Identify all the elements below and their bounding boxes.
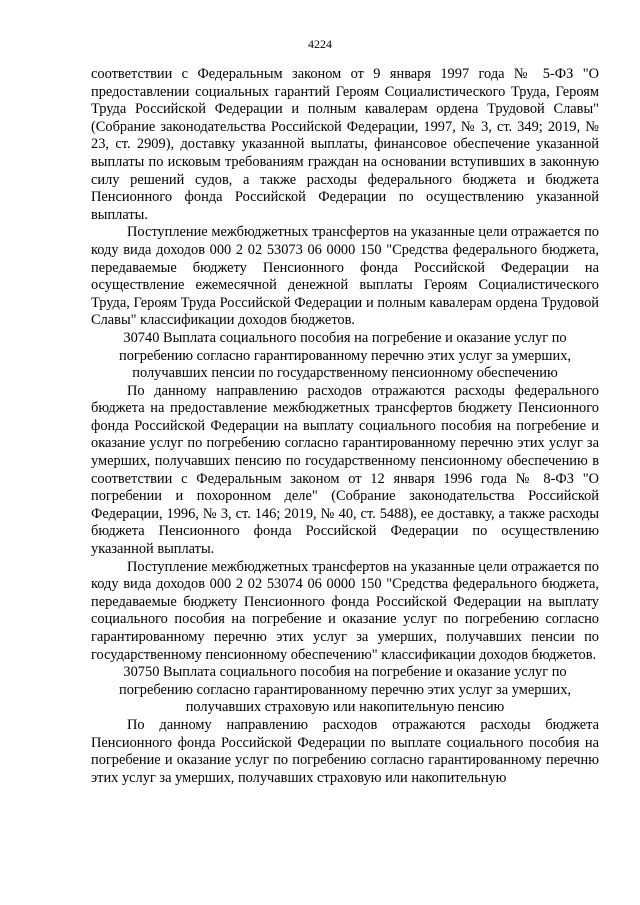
paragraph-transfers-53074: Поступление межбюджетных трансфертов на указанные цели отражается по коду вида доходов 000 2 02 53074 06 0000 150 "Средства федерального бюджета, передаваемые бюджету Пенсионного фонда Российской Федерации на выплату социального пособия на погребение и оказание услуг по погребению согласно гарантированному перечню этих услуг за умерших, получавших пенсии по государственному пенсионному обеспечению" классификации доходов бюджетов. bbox=[91, 558, 599, 663]
section-heading-30740: 30740 Выплата социального пособия на погребение и оказание услуг по погребению согласно гарантированному перечню этих услуг за умерших, получавших пенсии по государственному пенсионному обеспечению bbox=[119, 329, 571, 382]
document-body bbox=[91, 66, 599, 787]
paragraph-transfers-53073: Поступление межбюджетных трансфертов на указанные цели отражается по коду вида доходов 000 2 02 53073 06 0000 150 "Средства федерального бюджета, передаваемые бюджету Пенсионного фонда Российской Федерации на осуществление ежемесячной денежной выплаты Героям Социалистического Труда, Героям Труда Российской Федерации и полным кавалерам ордена Трудовой Славы" классификации доходов бюджетов. bbox=[91, 224, 599, 329]
paragraph-30750-description: По данному направлению расходов отражаются расходы бюджета Пенсионного фонда Российской Федерации по выплате социального пособия на погребение и оказание услуг по погребению согласно гарантированному перечню этих услуг за умерших, получавших страховую или накопительную bbox=[91, 716, 599, 786]
paragraph-continuation: соответствии с Федеральным законом от 9 января 1997 года № 5-ФЗ "О предоставлении социальных гарантий Героям Социалистического Труда, Героям Труда Российской Федерации и полным кавалерам ордена Трудовой Славы" (Собрание законодательства Российской Федерации, 1997, № 3, ст. 349; 2019, № 23, ст. 2909), доставку указанной выплаты, финансовое обеспечение указанной выплаты по исковым требованиям граждан на основании вступивших в законную силу решений судов, а также расходы федерального бюджета и бюджета Пенсионного фонда Российской Федерации по осуществлению указанной выплаты. bbox=[91, 66, 599, 223]
page-number: 4224 bbox=[308, 37, 332, 51]
section-heading-30750: 30750 Выплата социального пособия на погребение и оказание услуг по погребению согласно гарантированному перечню этих услуг за умерших, получавших страховую или накопительную пенсию bbox=[119, 664, 571, 716]
paragraph-30740-description: По данному направлению расходов отражаются расходы федерального бюджета на предоставление межбюджетных трансфертов бюджету Пенсионного фонда Российской Федерации на выплату социального пособия на погребение и оказание услуг по погребению согласно гарантированному перечню этих услуг за умерших, получавших пенсию по государственному пенсионному обеспечению в соответствии с Федеральным законом от 12 января 1996 года № 8-ФЗ "О погребении и похоронном деле" (Собрание законодательства Российской Федерации, 1996, № 3, ст. 146; 2019, № 40, ст. 5488), ее доставку, а также расходы бюджета Пенсионного фонда Российской Федерации по осуществлению указанной выплаты. bbox=[91, 382, 599, 558]
